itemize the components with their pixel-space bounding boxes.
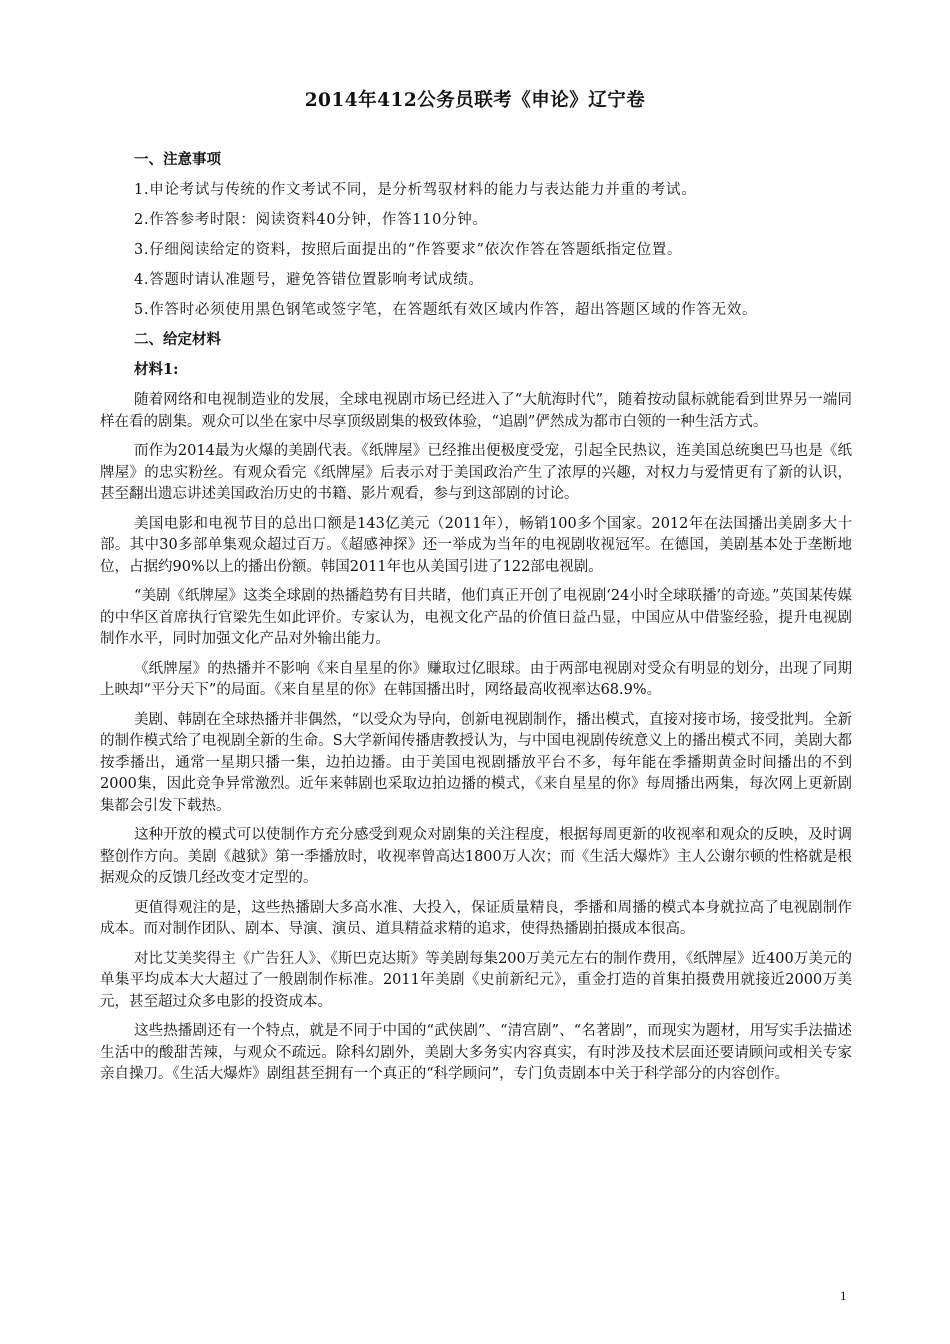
- page-number: 1: [840, 1288, 847, 1303]
- material-paragraph: “美剧《纸牌屋》这类全球剧的热播趋势有目共睹，他们真正开创了电视剧‘24小时全球联播’的奇迹。”英国某传媒的中华区首席执行官梁先生如此评价。专家认为，电视文化产品的价值日益凸显，中国应从中借鉴经验，提升电视剧制作水平，同时加强文化产品对外输出能力。: [100, 588, 852, 647]
- notice-item: 4.答题时请认准题号，避免答错位置影响考试成绩。: [134, 272, 484, 288]
- material-paragraph: 这种开放的模式可以使制作方充分感受到观众对剧集的关注程度，根据每周更新的收视率和观众的反映，及时调整创作方向。美剧《越狱》第一季播放时，收视率曾高达1800万人次；而《生活大爆炸》主人公谢尔顿的性格就是根据观众的反馈几经改变才定型的。: [100, 827, 852, 886]
- material-paragraph: 对比艾美奖得主《广告狂人》、《斯巴克达斯》等美剧每集200万美元左右的制作费用，《纸牌屋》近400万美元的单集平均成本大大超过了一般剧制作标准。2011年美剧《史前新纪元》，重金打造的首集拍摄费用就接近2000万美元，甚至超过众多电影的投资成本。: [100, 950, 852, 1010]
- material-paragraph: 《纸牌屋》的热播并不影响《来自星星的你》赚取过亿眼球。由于两部电视剧对受众有明显的划分，出现了同期上映却“平分天下”的局面。《来自星星的你》在韩国播出时，网络最高收视率达68.9%。: [100, 660, 852, 698]
- material-paragraph: 美国电影和电视节目的总出口额是143亿美元（2011年），畅销100多个国家。2012年在法国播出美剧多大十部。其中30多部单集观众超过百万。《超感神探》还一举成为当年的电视剧收视冠军。在德国，美剧基本处于垄断地位，占据约90%以上的播出份额。韩国2011年也从美国引进了122部电视剧。: [100, 515, 852, 575]
- material-paragraph: 这些热播剧还有一个特点，就是不同于中国的“武侠剧”、“清宫剧”、“名著剧”，而现实为题材，用写实手法描述生活中的酸甜苦辣，与观众不疏远。除科幻剧外，美剧大多务实内容真实，有时涉及技术层面还要请顾问或相关专家亲自操刀。《生活大爆炸》剧组甚至拥有一个真正的“科学顾问”，专门负责剧本中关于科学部分的内容创作。: [100, 1023, 852, 1082]
- material-paragraph: 更值得观注的是，这些热播剧大多高水准、大投入，保证质量精良，季播和周播的模式本身就拉高了电视剧制作成本。而对制作团队、剧本、导演、演员、道具精益求精的追求，使得热播剧拍摄成本很高。: [100, 899, 852, 937]
- document-body: [100, 150, 852, 1086]
- materials-heading: 二、给定材料: [134, 331, 221, 348]
- material-paragraph: 美剧、韩剧在全球热播并非偶然，“以受众为导向，创新电视剧制作，播出模式，直接对接市场，接受批判。全新的制作模式给了电视剧全新的生命。S大学新闻传播唐教授认为，与中国电视剧传统意义上的播出模式不同，美剧大都按季播出，通常一星期只播一集，边拍边播。由于美国电视剧播放平台不多，每年能在季播期黄金时间播出的不到2000集，因此竞争异常激烈。近年来韩剧也采取边拍边播的模式，《来自星星的你》每周播出两集，每次网上更新剧集都会引发下载热。: [100, 711, 852, 814]
- material-paragraph: 随着网络和电视制造业的发展，全球电视剧市场已经进入了“大航海时代”，随着按动鼠标就能看到世界另一端同样在看的剧集。观众可以坐在家中尽享顶级剧集的极致体验，“追剧”俨然成为都市白领的一种生活方式。: [100, 392, 852, 430]
- notice-item: 2.作答参考时限：阅读资料40分钟，作答110分钟。: [134, 212, 488, 228]
- notice-item: 3.仔细阅读给定的资料，按照后面提出的“作答要求”依次作答在答题纸指定位置。: [134, 242, 683, 258]
- material-paragraph: 而作为2014最为火爆的美剧代表。《纸牌屋》已经推出便极度受宠，引起全民热议，连美国总统奥巴马也是《纸牌屋》的忠实粉丝。有观众看完《纸牌屋》后表示对于美国政治产生了浓厚的兴趣，对权力与爱情更有了新的认识，甚至翻出遗忘讲述美国政治历史的书籍、影片观看，参与到这部剧的讨论。: [100, 443, 852, 502]
- notice-heading: 一、注意事项: [134, 151, 221, 168]
- notice-item: 1.申论考试与传统的作文考试不同，是分析驾驭材料的能力与表达能力并重的考试。: [134, 182, 697, 198]
- notice-item: 5.作答时必须使用黑色钢笔或签字笔，在答题纸有效区域内作答，超出答题区域的作答无效。: [134, 302, 758, 318]
- material-label: 材料1:: [134, 361, 179, 378]
- document-title: 2014年412公务员联考《申论》辽宁卷: [304, 90, 646, 111]
